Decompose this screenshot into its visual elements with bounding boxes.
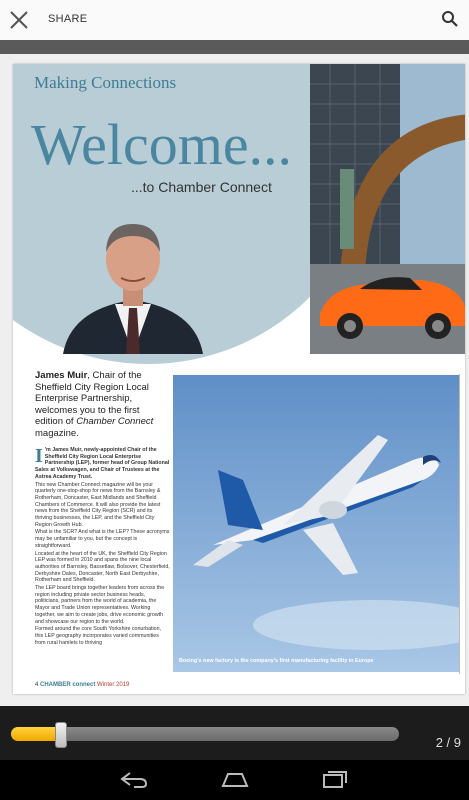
drop-cap: I xyxy=(35,445,43,467)
subheadline: ...to Chamber Connect xyxy=(131,179,272,195)
airplane-photo xyxy=(173,375,460,672)
close-icon[interactable] xyxy=(8,9,30,31)
progress-thumb[interactable] xyxy=(55,722,67,748)
section-title: Making Connections xyxy=(34,73,177,92)
footer-brand: CHAMBER connect xyxy=(40,682,96,688)
document-viewer[interactable] xyxy=(0,54,469,706)
footer-page-number: 4 xyxy=(35,682,39,688)
search-icon[interactable] xyxy=(441,10,459,28)
recents-icon[interactable] xyxy=(322,771,348,789)
intro-paragraph: 'm James Muir, newly-appointed Chair of the Sheffield City Region Local Enterprise Partnership (LEP), former head of Group National Sales at Volkswagen, and Chair of Trustees at the Astrea Academy Trust. xyxy=(35,447,170,480)
page-scrubber-bar xyxy=(0,706,469,760)
lede-magazine: Chamber Connect xyxy=(76,416,154,427)
progress-track[interactable] xyxy=(11,727,399,741)
lede-text: , Chair of the Sheffield City Region Local Enterprise Partnership, welcomes you to the first edition of xyxy=(35,370,149,427)
back-icon[interactable] xyxy=(118,771,150,789)
magazine-page xyxy=(13,64,465,694)
share-button[interactable]: SHARE xyxy=(48,13,88,25)
body-paragraph: This new Chamber Connect magazine will be your quarterly one-stop-shop for news from the Barnsley & Rotherham, Doncaster, East Midlands and Sheffield Chambers of Commerce. It will also provide the latest news from the Sheffield City Region (SCR) and its thriving businesses, the LEP, and the Sheffield City Region Growth Hub. xyxy=(35,481,161,528)
home-icon[interactable] xyxy=(219,771,251,789)
progress-fill xyxy=(11,727,60,741)
page-footer xyxy=(35,682,129,688)
portrait-image xyxy=(43,204,223,354)
top-app-bar xyxy=(0,0,469,40)
lede-paragraph xyxy=(35,370,170,439)
toolbar-shadow xyxy=(0,40,469,54)
body-paragraph: Formed around the core South Yorkshire conurbation, this LEP geography incorporates varied communities from rural hamlets to thriving xyxy=(35,626,162,646)
photo-caption: Boeing's new factory is the company's first manufacturing facility in Europe xyxy=(179,658,374,664)
article-body xyxy=(35,447,170,647)
lede-end: magazine. xyxy=(35,427,79,439)
system-nav-bar xyxy=(0,760,469,800)
body-paragraph: What is the SCR? And what is the LEP? These acronyms may be unfamiliar to you, but the concept is straightforward. xyxy=(35,529,170,549)
page-divider xyxy=(459,374,460,674)
headline: Welcome... xyxy=(31,112,293,177)
body-paragraph: Located at the heart of the UK, the Sheffield City Region LEP was formed in 2010 and spans the nine local authorities of Barnsley, Bassetlaw, Bolsover, Chesterfield, Derbyshire Dales, Doncaster, North East Derbyshire, Rotherham and Sheffield. xyxy=(35,550,170,584)
footer-issue: Winter 2019 xyxy=(97,682,130,688)
building-photo xyxy=(310,64,465,354)
lede-name: James Muir xyxy=(35,370,88,381)
body-paragraph: The LEP board brings together leaders from across the region including private sector business heads, politicians, partners from the world of academia, the Mayor and Trade Union representatives. Working together, we aim to create jobs, drive economic growth and showcase our region to the world. xyxy=(35,585,165,625)
page-indicator: 2 / 9 xyxy=(435,735,461,750)
